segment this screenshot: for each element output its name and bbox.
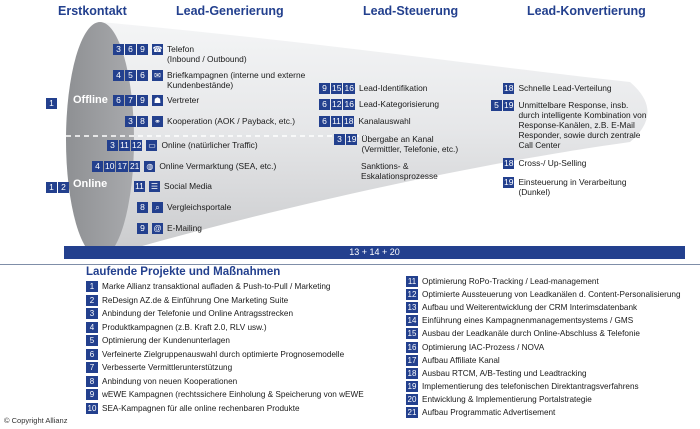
bar-label: 13 + 14 + 20 bbox=[349, 247, 400, 257]
copyright: © Copyright Allianz bbox=[4, 416, 68, 425]
project-label: Marke Allianz transaktional aufladen & Push-to-Pull / Marketing bbox=[102, 282, 331, 291]
project-label: ReDesign AZ.de & Einführung One Marketing Suite bbox=[102, 295, 289, 305]
project-item bbox=[406, 355, 500, 366]
project-number: 20 bbox=[407, 394, 417, 404]
item-label: Lead-Kategorisierung bbox=[358, 99, 440, 109]
monitor-icon: ▭ bbox=[148, 141, 156, 150]
project-number: 21 bbox=[129, 161, 140, 171]
project-number: 2 bbox=[58, 182, 69, 193]
project-number: 12 bbox=[407, 290, 417, 300]
project-number: 3 bbox=[107, 140, 118, 151]
project-item bbox=[406, 381, 639, 392]
globe-icon: ◍ bbox=[144, 161, 155, 172]
project-number: 8 bbox=[86, 376, 98, 387]
generation-item bbox=[137, 223, 202, 234]
project-number: 4 bbox=[92, 161, 103, 172]
item-label: Sanktions- & Eskalationsprozesse bbox=[361, 161, 438, 181]
steering-item bbox=[319, 83, 427, 94]
project-item bbox=[86, 389, 364, 400]
project-item bbox=[406, 394, 592, 405]
project-number: 6 bbox=[86, 349, 98, 360]
project-number: 19 bbox=[504, 177, 514, 187]
item-label: Lead-Identifikation bbox=[358, 83, 428, 93]
project-item bbox=[406, 302, 637, 313]
offline-label: Offline bbox=[73, 94, 108, 106]
project-number: 17 bbox=[117, 161, 127, 171]
item-label: Cross-/ Up-Selling bbox=[518, 158, 587, 168]
project-label: Aufbau Programmatic Advertisement bbox=[422, 408, 556, 417]
number-badges bbox=[319, 83, 356, 94]
project-number: 9 bbox=[137, 223, 148, 234]
generation-item bbox=[125, 116, 295, 127]
project-label: Aufbau Affiliate Kanal bbox=[422, 355, 500, 365]
item-label: Briefkampagnen (interne und externe Kundenbestände) bbox=[167, 70, 306, 90]
project-number: 11 bbox=[135, 181, 144, 191]
project-label: Verbesserte Vermittlerunterstützung bbox=[102, 363, 233, 372]
projects-title: Laufende Projekte und Maßnahmen bbox=[86, 266, 281, 278]
number-badges bbox=[113, 95, 149, 106]
project-number: 7 bbox=[86, 362, 98, 373]
number-badges bbox=[319, 116, 355, 127]
project-label: Optimierung der Kundenunterlagen bbox=[102, 336, 230, 345]
number-badges bbox=[113, 70, 149, 81]
project-number: 10 bbox=[105, 161, 115, 171]
project-item bbox=[86, 403, 300, 414]
project-number: 6 bbox=[319, 99, 330, 110]
item-label: Online (natürlicher Traffic) bbox=[161, 140, 258, 150]
project-label: Produktkampagnen (z.B. Kraft 2.0, RLV usw.) bbox=[102, 322, 267, 332]
project-label: Anbindung von neuen Kooperationen bbox=[102, 376, 238, 386]
project-number: 17 bbox=[407, 355, 417, 365]
project-label: Entwicklung & Implementierung Portalstrategie bbox=[422, 394, 592, 404]
number-badges bbox=[113, 44, 149, 55]
number-badges bbox=[503, 177, 515, 188]
generation-item bbox=[134, 181, 212, 192]
project-number: 3 bbox=[86, 308, 98, 319]
generation-item bbox=[137, 202, 231, 213]
project-item bbox=[86, 376, 237, 387]
project-number: 2 bbox=[86, 295, 98, 306]
number-badges bbox=[503, 83, 515, 94]
project-item bbox=[86, 322, 267, 333]
project-number: 3 bbox=[125, 116, 136, 127]
header-lead-konvertierung: Lead-Konvertierung bbox=[527, 4, 646, 18]
generation-item bbox=[113, 70, 305, 90]
conversion-item bbox=[503, 158, 586, 169]
project-number: 9 bbox=[319, 83, 330, 94]
item-label: E-Mailing bbox=[167, 223, 202, 233]
generation-item bbox=[113, 95, 199, 106]
project-number: 9 bbox=[137, 44, 148, 55]
item-label: Kanalauswahl bbox=[358, 116, 411, 126]
number-badges bbox=[334, 134, 358, 145]
number-badges bbox=[503, 158, 515, 169]
project-number: 3 bbox=[113, 44, 124, 55]
project-number: 19 bbox=[407, 381, 417, 391]
item-label: Telefon (Inbound / Outbound) bbox=[167, 44, 247, 64]
project-number: 19 bbox=[504, 100, 514, 110]
mail-icon: ✉ bbox=[152, 70, 163, 81]
steering-item bbox=[319, 116, 411, 127]
item-label: Kooperation (AOK / Payback, etc.) bbox=[167, 116, 296, 126]
number-badges bbox=[92, 161, 141, 172]
header-erstkontakt: Erstkontakt bbox=[58, 4, 127, 18]
number-badges bbox=[134, 181, 146, 192]
project-number: 11 bbox=[332, 116, 341, 126]
project-number: 8 bbox=[137, 116, 148, 127]
social-icon: ☰ bbox=[150, 182, 159, 191]
project-number: 14 bbox=[407, 316, 417, 326]
project-number: 1 bbox=[86, 281, 98, 292]
project-number: 1 bbox=[46, 98, 57, 109]
number-badges bbox=[319, 99, 356, 110]
item-label: Schnelle Lead-Verteilung bbox=[518, 83, 612, 93]
handshake-icon: ⚭ bbox=[152, 116, 163, 127]
project-number: 1 bbox=[46, 182, 57, 193]
project-number: 12 bbox=[132, 140, 142, 150]
generation-item bbox=[92, 161, 276, 172]
project-number: 21 bbox=[407, 408, 417, 417]
project-number: 18 bbox=[504, 158, 514, 168]
project-label: wEWE Kampagnen (rechtssichere Einholung & Speicherung von wEWE bbox=[102, 390, 364, 399]
header-lead-steuerung: Lead-Steuerung bbox=[363, 4, 459, 18]
project-label: SEA-Kampagnen für alle online rechenbaren Produkte bbox=[102, 403, 300, 413]
project-item bbox=[406, 368, 587, 379]
project-label: Anbindung der Telefonie und Online Antragsstrecken bbox=[102, 309, 294, 318]
project-number: 13 bbox=[407, 303, 417, 313]
project-number: 15 bbox=[407, 329, 417, 339]
bottom-bar bbox=[64, 246, 685, 259]
project-number: 11 bbox=[407, 277, 417, 286]
item-label: Unmittelbare Response, insb. durch intelligente Kombination von Response-Kanälen, z.B. E-Mail Responder, sowie durch zentrale Call Center bbox=[518, 100, 647, 150]
project-number: 7 bbox=[125, 95, 136, 106]
number-badges bbox=[125, 116, 149, 127]
steering-item bbox=[319, 99, 439, 110]
search-icon: ⌕ bbox=[152, 202, 163, 213]
project-item bbox=[86, 335, 230, 346]
project-number: 15 bbox=[332, 83, 342, 93]
project-number: 6 bbox=[125, 44, 136, 55]
people-icon: ☗ bbox=[153, 96, 162, 105]
project-label: Verfeinerte Zielgruppenauswahl durch optimierte Prognosemodelle bbox=[102, 349, 345, 359]
project-item bbox=[406, 342, 544, 353]
item-label: Social Media bbox=[164, 181, 212, 191]
conversion-item bbox=[503, 177, 627, 197]
online-badge-group bbox=[46, 179, 70, 197]
project-item bbox=[86, 362, 232, 373]
number-badges bbox=[491, 100, 515, 111]
project-number: 9 bbox=[86, 389, 98, 400]
item-label: Online Vermarktung (SEA, etc.) bbox=[159, 161, 277, 171]
online-label: Online bbox=[73, 178, 108, 190]
project-number: 10 bbox=[87, 403, 97, 413]
project-number: 6 bbox=[137, 70, 148, 81]
offline-badge-group bbox=[46, 95, 58, 113]
project-item bbox=[406, 315, 633, 326]
conversion-item bbox=[503, 83, 612, 94]
project-label: Aufbau und Weiterentwicklung der CRM Interimsdatenbank bbox=[422, 303, 638, 313]
project-number: 5 bbox=[491, 100, 502, 111]
project-item bbox=[86, 308, 293, 319]
project-item bbox=[406, 276, 599, 287]
at-icon: @ bbox=[153, 224, 162, 233]
header-lead-generierung: Lead-Generierung bbox=[176, 4, 284, 18]
project-item bbox=[406, 289, 681, 300]
project-number: 16 bbox=[344, 83, 354, 93]
project-number: 18 bbox=[344, 116, 354, 126]
project-number: 6 bbox=[113, 95, 124, 106]
number-badges bbox=[137, 202, 149, 213]
project-number: 9 bbox=[137, 95, 148, 106]
project-number: 5 bbox=[125, 70, 136, 81]
phone-icon: ☎ bbox=[152, 45, 163, 54]
project-label: Optimierung IAC-Prozess / NOVA bbox=[422, 342, 545, 352]
project-number: 8 bbox=[137, 202, 148, 213]
project-number: 12 bbox=[332, 99, 342, 109]
project-label: Ausbau der Leadkanäle durch Online-Abschluss & Telefonie bbox=[422, 329, 640, 339]
project-item bbox=[406, 328, 640, 339]
project-number: 18 bbox=[407, 368, 417, 378]
item-label: Einsteuerung in Verarbeitung (Dunkel) bbox=[518, 177, 627, 197]
steering-item bbox=[334, 134, 458, 154]
project-item bbox=[86, 295, 288, 306]
section-divider bbox=[0, 264, 700, 265]
project-number: 6 bbox=[319, 116, 330, 127]
steering-item bbox=[361, 161, 438, 181]
project-label: Implementierung des telefonischen Direktantragsverfahrens bbox=[422, 381, 639, 391]
project-number: 5 bbox=[86, 335, 98, 346]
number-badges bbox=[107, 140, 143, 151]
project-number: 16 bbox=[344, 99, 354, 109]
item-label: Vertreter bbox=[167, 95, 200, 105]
project-label: Ausbau RTCM, A/B-Testing und Leadtracking bbox=[422, 368, 587, 378]
project-item bbox=[86, 281, 330, 292]
project-label: Optimierte Aussteuerung von Leadkanälen d. Content-Personalisierung bbox=[422, 290, 681, 300]
project-number: 18 bbox=[504, 83, 514, 93]
generation-item bbox=[113, 44, 247, 64]
number-badges bbox=[137, 223, 149, 234]
project-number: 19 bbox=[347, 134, 357, 144]
project-number: 16 bbox=[407, 342, 417, 352]
project-number: 3 bbox=[334, 134, 345, 145]
project-number: 4 bbox=[113, 70, 124, 81]
project-label: Optimierung RoPo-Tracking / Lead-management bbox=[422, 277, 599, 286]
project-label: Einführung eines Kampagnenmanagementsystems / GMS bbox=[422, 316, 634, 326]
generation-item bbox=[107, 140, 258, 151]
item-label: Vergleichsportale bbox=[167, 202, 232, 212]
item-label: Übergabe an Kanal (Vermittler, Telefonie, etc.) bbox=[361, 134, 459, 154]
conversion-item bbox=[491, 100, 647, 150]
project-number: 4 bbox=[86, 322, 98, 333]
project-number: 11 bbox=[120, 140, 129, 150]
project-item bbox=[86, 349, 344, 360]
project-item bbox=[406, 407, 555, 418]
